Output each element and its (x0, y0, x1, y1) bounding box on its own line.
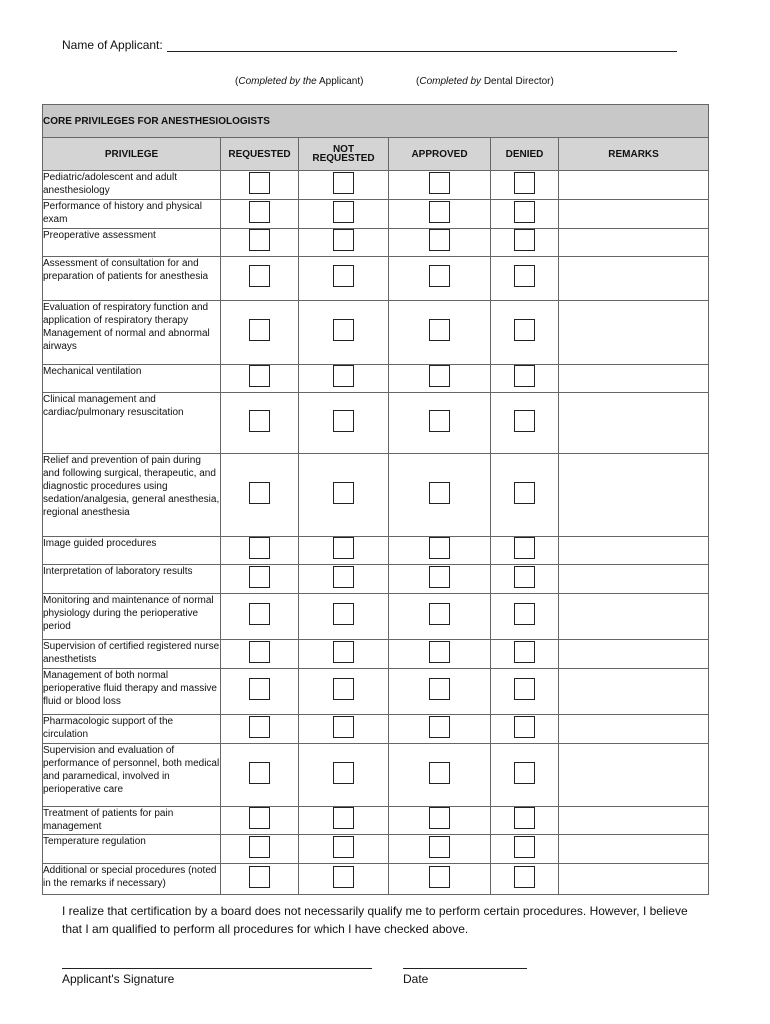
remarks-cell[interactable] (559, 454, 709, 537)
applicant-name-label: Name of Applicant: (62, 38, 163, 52)
requested-cell (221, 229, 299, 257)
table-row (43, 744, 709, 807)
approved-cell (389, 301, 491, 365)
certification-statement: I realize that certification by a board does not necessarily qualify me to perform certain procedures. However, I believe that I am qualified to perform all procedures for which I have checked above. (62, 904, 688, 936)
not-requested-cell (299, 200, 389, 229)
approved-cell (389, 864, 491, 895)
requested-cell (221, 200, 299, 229)
privileges-table (42, 104, 709, 895)
requested-checkbox[interactable] (249, 566, 270, 588)
column-header-row (43, 138, 709, 171)
denied-checkbox[interactable] (514, 566, 535, 588)
denied-checkbox[interactable] (514, 866, 535, 888)
approved-cell (389, 715, 491, 744)
denied-cell (491, 835, 559, 864)
col-approved: APPROVED (389, 138, 491, 171)
privilege-name: Clinical management and cardiac/pulmonary resuscitation (43, 393, 221, 454)
denied-cell (491, 171, 559, 200)
requested-checkbox[interactable] (249, 229, 270, 251)
approved-cell (389, 393, 491, 454)
table-row (43, 257, 709, 301)
approved-checkbox[interactable] (429, 807, 450, 829)
not-requested-checkbox[interactable] (333, 641, 354, 663)
remarks-cell[interactable] (559, 669, 709, 715)
denied-cell (491, 229, 559, 257)
requested-checkbox[interactable] (249, 603, 270, 625)
approved-checkbox[interactable] (429, 410, 450, 432)
requested-checkbox[interactable] (249, 537, 270, 559)
completed-by-director-rest: Dental Director) (481, 76, 554, 87)
approved-cell (389, 171, 491, 200)
privilege-name: Temperature regulation (43, 835, 221, 864)
not-requested-cell (299, 807, 389, 835)
table-row (43, 594, 709, 640)
denied-cell (491, 807, 559, 835)
remarks-cell[interactable] (559, 640, 709, 669)
denied-cell (491, 594, 559, 640)
denied-checkbox[interactable] (514, 807, 535, 829)
not-requested-checkbox[interactable] (333, 537, 354, 559)
table-row (43, 807, 709, 835)
denied-checkbox[interactable] (514, 641, 535, 663)
approved-cell (389, 454, 491, 537)
approved-cell (389, 807, 491, 835)
remarks-cell[interactable] (559, 365, 709, 393)
table-row (43, 393, 709, 454)
remarks-cell[interactable] (559, 715, 709, 744)
approved-checkbox[interactable] (429, 265, 450, 287)
privilege-name: Monitoring and maintenance of normal physiology during the perioperative period (43, 594, 221, 640)
table-row (43, 565, 709, 594)
requested-cell (221, 744, 299, 807)
remarks-cell[interactable] (559, 835, 709, 864)
table-row (43, 229, 709, 257)
approved-checkbox[interactable] (429, 836, 450, 858)
privilege-name: Assessment of consultation for and preparation of patients for anesthesia (43, 257, 221, 301)
remarks-cell[interactable] (559, 744, 709, 807)
denied-checkbox[interactable] (514, 201, 535, 223)
not-requested-cell (299, 565, 389, 594)
approved-checkbox[interactable] (429, 201, 450, 223)
privilege-name: Relief and prevention of pain during and following surgical, therapeutic, and diagnostic procedures using sedation/analgesia, general anesthesia, regional anesthesia (43, 454, 221, 537)
not-requested-cell (299, 744, 389, 807)
approved-cell (389, 744, 491, 807)
privilege-name: Management of both normal perioperative fluid therapy and massive fluid or blood loss (43, 669, 221, 715)
requested-cell (221, 594, 299, 640)
requested-cell (221, 669, 299, 715)
approved-checkbox[interactable] (429, 716, 450, 738)
privilege-name: Mechanical ventilation (43, 365, 221, 393)
col-denied: DENIED (491, 138, 559, 171)
denied-cell (491, 257, 559, 301)
not-requested-checkbox[interactable] (333, 762, 354, 784)
table-row (43, 365, 709, 393)
privilege-name: Performance of history and physical exam (43, 200, 221, 229)
requested-checkbox[interactable] (249, 678, 270, 700)
privilege-name: Supervision of certified registered nurse anesthetists (43, 640, 221, 669)
remarks-cell[interactable] (559, 257, 709, 301)
approved-cell (389, 565, 491, 594)
privilege-name: Treatment of patients for pain management (43, 807, 221, 835)
not-requested-cell (299, 640, 389, 669)
requested-cell (221, 301, 299, 365)
approved-checkbox[interactable] (429, 866, 450, 888)
col-requested: REQUESTED (221, 138, 299, 171)
table-row (43, 171, 709, 200)
privilege-name: Supervision and evaluation of performance of personnel, both medical and paramedical, involved in perioperative care (43, 744, 221, 807)
requested-cell (221, 835, 299, 864)
not-requested-checkbox[interactable] (333, 807, 354, 829)
requested-cell (221, 864, 299, 895)
col-not-requested-line1: NOT (332, 144, 355, 155)
completed-by-applicant-italic: Completed by the (238, 76, 317, 87)
requested-checkbox[interactable] (249, 410, 270, 432)
denied-cell (491, 365, 559, 393)
requested-checkbox[interactable] (249, 319, 270, 341)
not-requested-checkbox[interactable] (333, 265, 354, 287)
denied-cell (491, 640, 559, 669)
not-requested-checkbox[interactable] (333, 866, 354, 888)
denied-checkbox[interactable] (514, 265, 535, 287)
not-requested-cell (299, 537, 389, 565)
not-requested-cell (299, 301, 389, 365)
not-requested-checkbox[interactable] (333, 836, 354, 858)
not-requested-cell (299, 171, 389, 200)
requested-checkbox[interactable] (249, 365, 270, 387)
denied-checkbox[interactable] (514, 716, 535, 738)
applicant-name-row (62, 38, 677, 52)
approved-cell (389, 229, 491, 257)
approved-checkbox[interactable] (429, 641, 450, 663)
approved-checkbox[interactable] (429, 603, 450, 625)
denied-checkbox[interactable] (514, 537, 535, 559)
approved-checkbox[interactable] (429, 319, 450, 341)
privilege-name: Image guided procedures (43, 537, 221, 565)
col-not-requested (299, 138, 389, 171)
remarks-cell[interactable] (559, 594, 709, 640)
approved-cell (389, 200, 491, 229)
approved-cell (389, 669, 491, 715)
denied-cell (491, 669, 559, 715)
privilege-name: Pediatric/adolescent and adult anesthesiology (43, 171, 221, 200)
not-requested-cell (299, 229, 389, 257)
date-line[interactable] (403, 968, 527, 969)
denied-cell (491, 200, 559, 229)
not-requested-checkbox[interactable] (333, 716, 354, 738)
denied-checkbox[interactable] (514, 229, 535, 251)
remarks-cell[interactable] (559, 393, 709, 454)
applicant-signature-label: Applicant's Signature (62, 972, 175, 986)
not-requested-checkbox[interactable] (333, 482, 354, 504)
not-requested-cell (299, 454, 389, 537)
completed-by-director-note: (Completed by Dental Director) (416, 76, 554, 87)
approved-cell (389, 257, 491, 301)
table-row (43, 640, 709, 669)
table-row (43, 200, 709, 229)
table-row (43, 301, 709, 365)
denied-cell (491, 454, 559, 537)
requested-checkbox[interactable] (249, 641, 270, 663)
denied-checkbox[interactable] (514, 410, 535, 432)
section-title: CORE PRIVILEGES FOR ANESTHESIOLOGISTS (43, 105, 709, 138)
requested-cell (221, 807, 299, 835)
approved-checkbox[interactable] (429, 365, 450, 387)
denied-checkbox[interactable] (514, 319, 535, 341)
completed-by-applicant-note: (Completed by the Applicant) (235, 76, 364, 87)
denied-cell (491, 301, 559, 365)
approved-cell (389, 537, 491, 565)
requested-cell (221, 393, 299, 454)
not-requested-checkbox[interactable] (333, 410, 354, 432)
denied-checkbox[interactable] (514, 172, 535, 194)
remarks-cell[interactable] (559, 171, 709, 200)
requested-checkbox[interactable] (249, 807, 270, 829)
denied-checkbox[interactable] (514, 836, 535, 858)
remarks-cell[interactable] (559, 229, 709, 257)
applicant-name-field[interactable] (167, 39, 677, 52)
requested-checkbox[interactable] (249, 201, 270, 223)
table-row (43, 669, 709, 715)
not-requested-cell (299, 365, 389, 393)
not-requested-cell (299, 257, 389, 301)
approved-checkbox[interactable] (429, 678, 450, 700)
requested-cell (221, 537, 299, 565)
approved-checkbox[interactable] (429, 482, 450, 504)
not-requested-checkbox[interactable] (333, 319, 354, 341)
requested-checkbox[interactable] (249, 716, 270, 738)
remarks-cell[interactable] (559, 565, 709, 594)
approved-checkbox[interactable] (429, 762, 450, 784)
date-label: Date (403, 972, 429, 986)
requested-cell (221, 365, 299, 393)
denied-checkbox[interactable] (514, 678, 535, 700)
table-row (43, 454, 709, 537)
completed-by-applicant-rest: Applicant) (316, 76, 364, 87)
requested-cell (221, 565, 299, 594)
denied-cell (491, 393, 559, 454)
denied-cell (491, 537, 559, 565)
denied-checkbox[interactable] (514, 365, 535, 387)
requested-checkbox[interactable] (249, 482, 270, 504)
col-privilege: PRIVILEGE (43, 138, 221, 171)
remarks-cell[interactable] (559, 864, 709, 895)
approved-checkbox[interactable] (429, 229, 450, 251)
table-row (43, 835, 709, 864)
not-requested-checkbox[interactable] (333, 201, 354, 223)
not-requested-cell (299, 393, 389, 454)
not-requested-cell (299, 669, 389, 715)
approved-cell (389, 365, 491, 393)
privilege-name: Pharmacologic support of the circulation (43, 715, 221, 744)
approved-cell (389, 594, 491, 640)
denied-checkbox[interactable] (514, 762, 535, 784)
requested-cell (221, 454, 299, 537)
privilege-name: Evaluation of respiratory function and application of respiratory therapy Management of normal and abnormal airways (43, 301, 221, 365)
privilege-name: Additional or special procedures (noted in the remarks if necessary) (43, 864, 221, 895)
not-requested-checkbox[interactable] (333, 566, 354, 588)
section-header-row (43, 105, 709, 138)
not-requested-checkbox[interactable] (333, 603, 354, 625)
approved-cell (389, 835, 491, 864)
remarks-cell[interactable] (559, 301, 709, 365)
completed-by-director-italic: Completed by (419, 76, 482, 87)
privilege-name: Interpretation of laboratory results (43, 565, 221, 594)
not-requested-cell (299, 864, 389, 895)
not-requested-cell (299, 715, 389, 744)
approved-checkbox[interactable] (429, 566, 450, 588)
denied-checkbox[interactable] (514, 482, 535, 504)
requested-checkbox[interactable] (249, 762, 270, 784)
requested-cell (221, 257, 299, 301)
denied-cell (491, 565, 559, 594)
privilege-name: Preoperative assessment (43, 229, 221, 257)
table-row (43, 537, 709, 565)
not-requested-checkbox[interactable] (333, 678, 354, 700)
not-requested-cell (299, 594, 389, 640)
col-remarks: REMARKS (559, 138, 709, 171)
requested-cell (221, 171, 299, 200)
not-requested-cell (299, 835, 389, 864)
not-requested-checkbox[interactable] (333, 229, 354, 251)
remarks-cell[interactable] (559, 537, 709, 565)
approved-checkbox[interactable] (429, 172, 450, 194)
remarks-cell[interactable] (559, 807, 709, 835)
approved-checkbox[interactable] (429, 537, 450, 559)
approved-cell (389, 640, 491, 669)
applicant-signature-line[interactable] (62, 968, 372, 969)
requested-cell (221, 640, 299, 669)
remarks-cell[interactable] (559, 200, 709, 229)
not-requested-checkbox[interactable] (333, 172, 354, 194)
table-row (43, 864, 709, 895)
table-row (43, 715, 709, 744)
requested-cell (221, 715, 299, 744)
denied-cell (491, 864, 559, 895)
requested-checkbox[interactable] (249, 172, 270, 194)
denied-cell (491, 744, 559, 807)
denied-cell (491, 715, 559, 744)
requested-checkbox[interactable] (249, 265, 270, 287)
not-requested-checkbox[interactable] (333, 365, 354, 387)
denied-checkbox[interactable] (514, 603, 535, 625)
requested-checkbox[interactable] (249, 836, 270, 858)
requested-checkbox[interactable] (249, 866, 270, 888)
col-not-requested-line2: REQUESTED (312, 153, 375, 164)
